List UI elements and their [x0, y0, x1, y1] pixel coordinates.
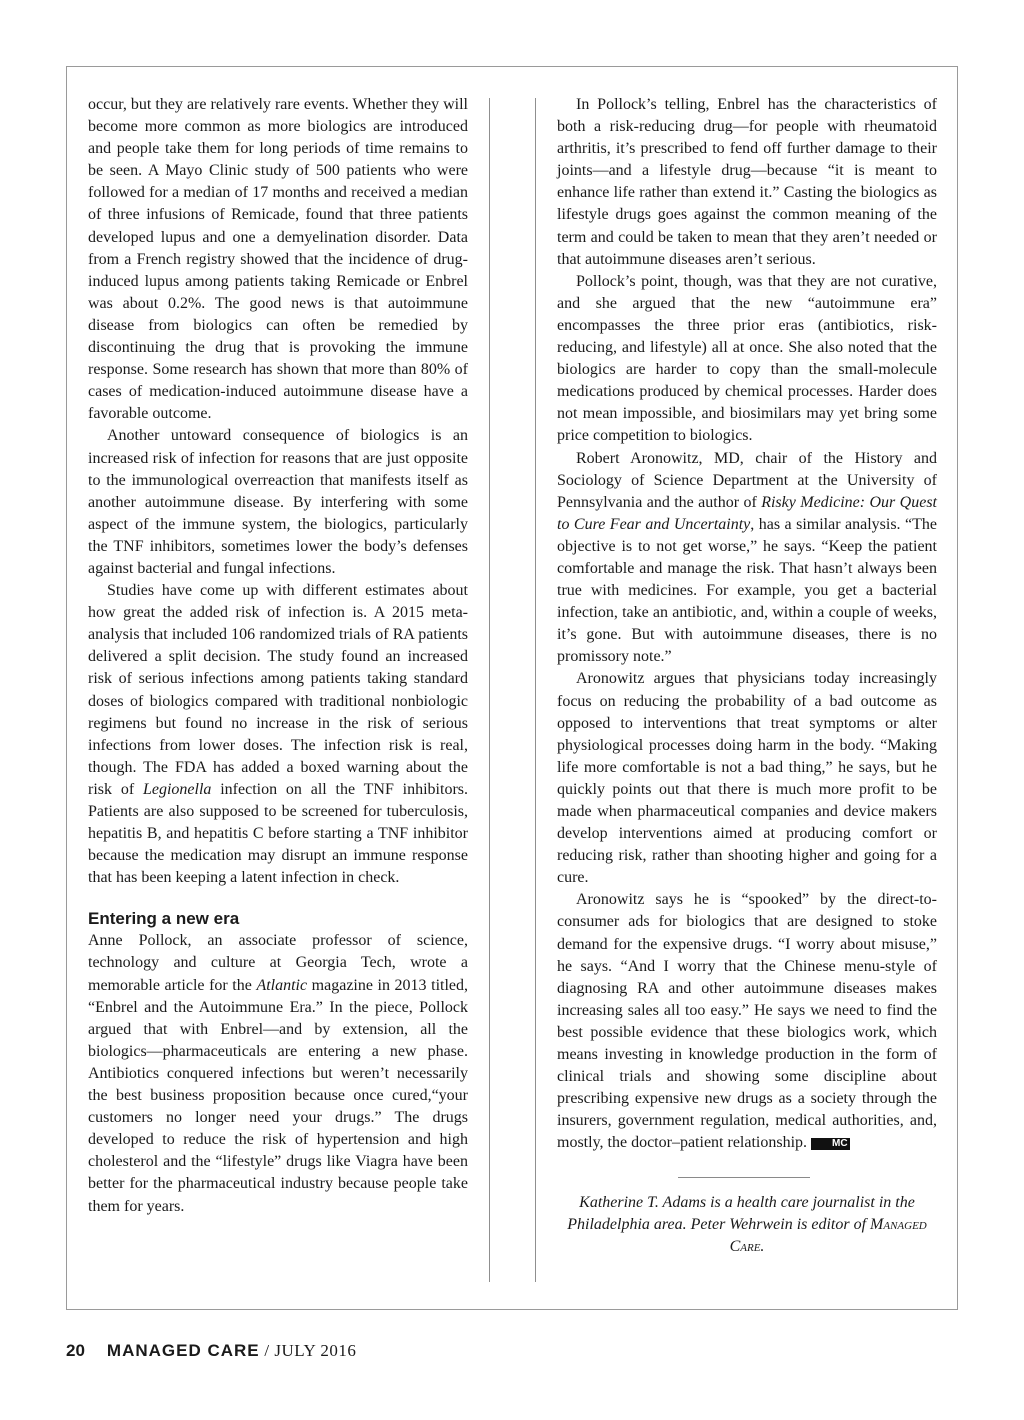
- section-subhead: Entering a new era: [88, 909, 240, 929]
- paragraph: In Pollock’s telling, Enbrel has the characteristics of both a risk-reducing drug—for people with rheumatoid arthritis, it’s prescribed to fend off further damage to their joints—and a lifestyle drug—because “it is meant to enhance life rather than extend it.” Casting the biologics as lifestyle drugs goes against the common meaning of the term and could be taken to mean that they aren’t needed or that autoimmune diseases aren’t serious.: [557, 96, 937, 268]
- text-run: Anne Pollock, an associate professor of science, technology and culture at Georgia Tech, wrote a memorable article for the: [88, 932, 468, 994]
- end-mark-icon: MC: [811, 1138, 850, 1150]
- italic-text: Atlantic: [256, 976, 308, 994]
- italic-text: Risky Medicine: Our Quest to Cure Fear and Uncertainty: [557, 493, 938, 533]
- right-column: [557, 94, 937, 1258]
- text-run: Robert Aronowitz, MD, chair of the History and Sociology of Science Department at the University of Pennsylvania and the author of: [557, 449, 937, 511]
- paragraph: Aronowitz argues that physicians today increasingly focus on reducing the probability of a bad outcome as opposed to interventions that treat symptoms or alter physiological processes doing harm in the body. “Making life more comfortable is not a bad thing,” he says, but he quickly points out that there is much more profit to be made when pharmaceutical companies and device makers develop interventions aimed at producing comfort or reducing risk, rather than shooting higher and going for a cure.: [557, 670, 937, 887]
- paragraph: occur, but they are relatively rare events. Whether they will become more common as more biologics are introduced and people take them for long periods of time remains to be seen. A Mayo Clinic study of 500 patients who were followed for a median of 17 months and received a median of three infusions of Remicade, found that three patients developed lupus and one a demyelination disorder. Data from a French registry showed that the incidence of drug-induced lupus among patients taking Remicade or Enbrel was about 0.2%. The good news is that autoimmune disease from biologics can often be remedied by discontinuing the drug that is provoking the immune response. Some research has shown that more than 80% of cases of medication-induced autoimmune disease have a favorable outcome.: [88, 96, 468, 423]
- text-run: magazine in 2013 titled, “Enbrel and the Autoimmune Era.” In the piece, Pollock argued that with Enbrel—and by extension, all the biologics—pharmaceuticals are entering a new phase. Antibiotics conquered infections but weren’t necessarily the best business proposition because once cured,“your customers no longer need your drugs.” The drugs developed to reduce the risk of hypertension and high cholesterol and the “lifestyle” drugs like Viagra have been better for the pharmaceutical industry because people take them for years.: [88, 976, 469, 1215]
- paragraph: [557, 448, 937, 669]
- column-divider-right: [535, 98, 536, 1282]
- text-run: , has a similar analysis. “The objective is to not get worse,” he says. “Keep the patient comfortable and manage the risk. That hasn’t always been true with medicines. For example, you get a bacterial infection, take an antibiotic, and, within a couple of weeks, it’s gone. But with autoimmune diseases, there is no promissory note.”: [557, 515, 938, 666]
- page-footer: [66, 1340, 356, 1362]
- text-run: Aronowitz says he is “spooked” by the direct-to-consumer ads for biologics that are designed to stoke demand for the expensive drugs. “I worry about misuse,” he says. “And I worry that the Chinese menu-style of diagnosing RA and other autoimmune diseases makes increasing sales all too easy.” He says we need to find the best possible evidence that these biologics work, which means investing in knowledge production in the form of clinical trials and showing some discipline about prescribing expensive new drugs as a society through the insurers, government regulation, medical authorities, and, mostly, the doctor–patient relationship.: [557, 891, 937, 1152]
- text-run: Katherine T. Adams is a health care journalist in the Philadelphia area. Peter Wehrwein is editor of: [567, 1193, 915, 1233]
- issue-date: / JULY 2016: [259, 1341, 357, 1360]
- text-run: Studies have come up with different estimates about how great the added risk of infection is. A 2015 meta-analysis that included 106 randomized trials of RA patients delivered a split decision. The study found an increased risk of serious infections among patients taking standard doses of biologics compared with traditional nonbiologic regimens but found no increase in the risk of serious infections from lower doses. The infection risk is real, though. The FDA has added a boxed warning about the risk of: [88, 582, 468, 798]
- left-column: [88, 94, 468, 1218]
- text-run: infection on all the TNF inhibitors. Patients are also supposed to be screened for tuberculosis, hepatitis B, and hepatitis C before starting a TNF inhibitor because the medication may disrupt an immune response that has been keeping a latent infection in check.: [88, 780, 468, 887]
- author-bio: [557, 1192, 937, 1258]
- paragraph: [557, 889, 937, 1154]
- paragraph: Pollock’s point, though, was that they are not curative, and she argued that the new “autoimmune era” encompasses the three prior eras (antibiotics, risk-reducing, and lifestyle) all at once. She also noted that the biologics are harder to copy than the small-molecule medications produced by chemical processes. Harder does not mean impossible, and biosimilars may yet bring some price competition to biologics.: [557, 272, 937, 445]
- magazine-name: Managed Care.: [729, 1215, 927, 1255]
- paragraph: [88, 580, 468, 889]
- paragraph: [88, 930, 468, 1217]
- italic-text: Legionella: [142, 780, 212, 798]
- magazine-title: MANAGED CARE: [106, 1341, 260, 1360]
- paragraph: Another untoward consequence of biologics is an increased risk of infection for reasons that are just opposite to the immunological overreaction that manifests itself as another autoimmune disease. By interfering with some aspect of the immune system, the biologics, particularly the TNF inhibitors, sometimes lower the body’s defenses against bacterial and fungal infections.: [88, 427, 468, 577]
- bio-separator: [678, 1177, 810, 1178]
- column-divider-left: [489, 98, 490, 1282]
- page-number: 20: [66, 1341, 85, 1360]
